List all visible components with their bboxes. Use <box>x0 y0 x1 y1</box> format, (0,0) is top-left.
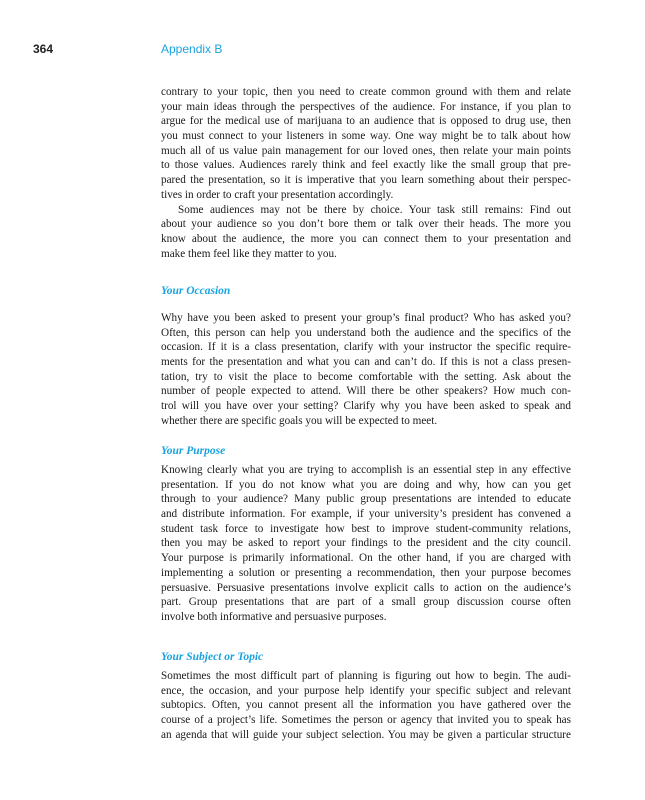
text-line: Why have you been asked to present your group’s final product? Who has asked you? <box>161 312 571 324</box>
text-line: ence, the occasion, and your purpose help identify your specific subject and relevant <box>161 684 571 697</box>
text-line: and distribute information. For example, if your university’s president has convened a <box>161 508 571 521</box>
section-body-subject <box>161 669 571 742</box>
text-line: whether there are specific goals you will be expected to meet. <box>161 414 438 427</box>
text-line: occasion. If it is a class presentation, clarify with your instructor the specific require- <box>161 341 571 354</box>
section-heading-purpose: Your Purpose <box>161 445 226 457</box>
text-line: Your purpose is primarily informational. On the other hand, if you are charged with <box>161 552 571 565</box>
text-line: your main ideas through the perspectives of the audience. For instance, if you plan to <box>161 100 571 113</box>
text-line: about your audience so you don’t bore them or talk over their heads. The more you <box>161 218 571 231</box>
text-line: number of people expected to attend. Will there be other speakers? How much con- <box>161 385 571 398</box>
text-line: student task force to investigate how best to improve student-community relations, <box>161 522 571 535</box>
text-line: know about the audience, the more you can connect them to your presentation and <box>161 232 571 245</box>
text-line: Knowing clearly what you are trying to accomplish is an essential step in any effective <box>161 464 571 476</box>
text-line: part. Group presentations that are part of a small group discussion course often <box>161 596 571 609</box>
running-head: Appendix B <box>161 42 223 56</box>
text-line: argue for the medical use of marijuana to an audience that is opposed to drug use, then <box>161 115 571 128</box>
text-line: implementing a solution or presenting a recommendation, then your purpose becomes <box>161 566 571 579</box>
text-line: to those values. Audiences rarely think and feel exactly like the small group that pre- <box>161 159 571 172</box>
text-line: subtopics. Often, you cannot present all the information you have gathered over the <box>161 699 571 712</box>
section-body-purpose <box>161 463 571 625</box>
text-line: then you may be asked to report your findings to the president and the city council. <box>161 537 571 550</box>
text-line: involve both informative and persuasive purposes. <box>161 610 387 623</box>
text-line: course of a project’s life. Sometimes the person or agency that invited you to speak has <box>161 714 571 727</box>
text-line: make them feel like they matter to you. <box>161 247 337 260</box>
text-line: contrary to your topic, then you need to create common ground with them and relate <box>161 86 571 98</box>
text-line: Sometimes the most difficult part of planning is figuring out how to begin. The audi- <box>161 670 571 682</box>
section-heading-occasion: Your Occasion <box>161 285 231 297</box>
text-line: much all of us value pain management for our loved ones, then relate your main points <box>161 144 571 157</box>
text-line: Often, this person can help you understand both the audience and the specifics of the <box>161 326 571 339</box>
text-line: tives in order to craft your presentation accordingly. <box>161 188 394 201</box>
text-line: presentation. If you do not know what you are doing and why, how can you get <box>161 478 571 491</box>
text-line: you must connect to your listeners in some way. One way might be to talk about how <box>161 130 571 143</box>
text-line: trol will you have over your setting? Clarify why you have been asked to speak and <box>161 400 571 413</box>
intro-text <box>161 85 571 261</box>
text-line: ments for the presentation and what you can and can’t do. If this is not a class presen- <box>161 356 571 369</box>
page-number: 364 <box>33 42 54 56</box>
text-line: persuasive. Persuasive presentations involve explicit calls to action on the audience’s <box>161 581 571 594</box>
text-line: an agenda that will guide your subject selection. You may be given a particular structure <box>161 728 571 741</box>
section-body-occasion <box>161 311 571 429</box>
text-line: tation, try to visit the place to become comfortable with the setting. Ask about the <box>161 370 571 383</box>
section-heading-subject: Your Subject or Topic <box>161 651 264 663</box>
text-line: through to your audience? Many public group presentations are intended to educate <box>161 493 571 506</box>
text-line: Some audiences may not be there by choice. Your task still remains: Find out <box>178 203 571 216</box>
text-line: pared the presentation, so it is imperative that you learn something about their perspec- <box>161 174 571 187</box>
